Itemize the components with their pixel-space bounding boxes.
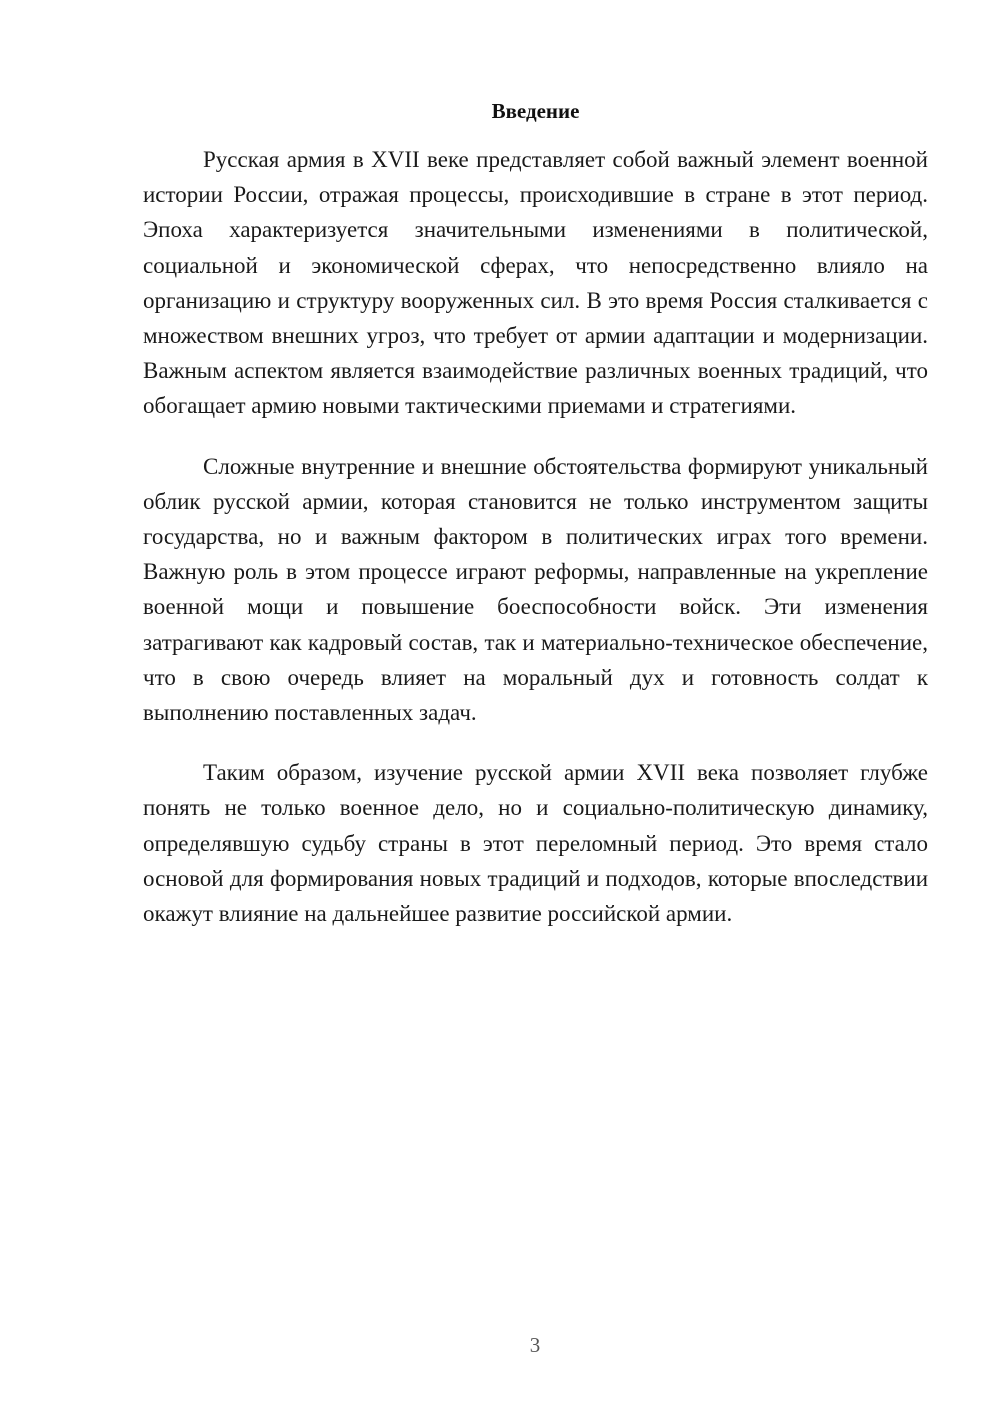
page-number: 3 xyxy=(529,1333,541,1357)
paragraph-2: Сложные внутренние и внешние обстоятельства формируют уникальный облик русской армии, которая становится не только инструментом защиты государства, но и важным фактором в политических играх того времени. Важную роль в этом процессе играют реформы, направленные на укрепление военной мощи и повышение боеспособности войск. Эти изменения затрагивают как кадровый состав, так и материально-техническое обеспечение, что в свою очередь влияет на моральный дух и готовность солдат к выполнению поставленных задач. xyxy=(143,453,928,726)
paragraph-1: Русская армия в XVII веке представляет собой важный элемент военной истории России, отражая процессы, происходившие в стране в этот период. Эпоха характеризуется значительными изменениями в политической, социальной и экономической сферах, что непосредственно влияло на организацию и структуру вооруженных сил. В это время Россия сталкивается с множеством внешних угроз, что требует от армии адаптации и модернизации. Важным аспектом является взаимодействие различных военных традиций, что обогащает армию новыми тактическими приемами и стратегиями. xyxy=(143,147,928,419)
body-text xyxy=(143,142,928,956)
page-title: Введение xyxy=(491,99,580,123)
paragraph-3: Таким образом, изучение русской армии XVII века позволяет глубже понять не только военное дело, но и социально-политическую динамику, определявшую судьбу страны в этот переломный период. Это время стало основой для формирования новых традиций и подходов, которые впоследствии окажут влияние на дальнейшее развитие российской армии. xyxy=(143,760,928,927)
